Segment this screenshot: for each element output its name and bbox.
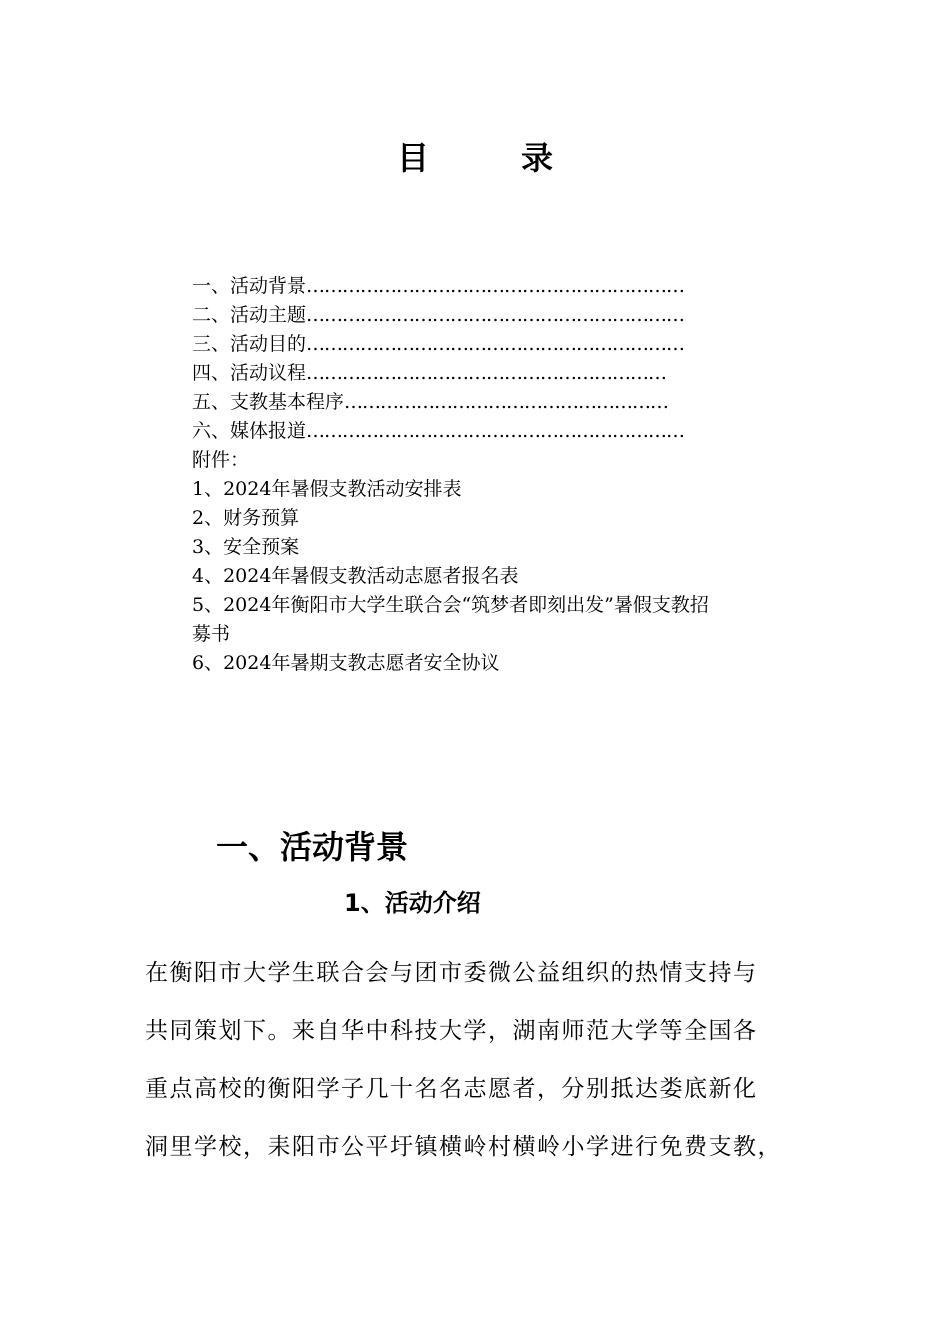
toc-leader: ……………………………………………………… (306, 304, 685, 326)
toc-entry (192, 359, 812, 388)
attachment-item: 5、2024年衡阳市大学生联合会“筑梦者即刻出发”暑假支教招 (192, 594, 709, 616)
attachment-item: 6、2024年暑期支教志愿者安全协议 (192, 652, 500, 674)
toc-leader: ……………………………………………………… (306, 275, 685, 297)
table-of-contents (192, 272, 812, 678)
attachments-label: 附件： (192, 449, 250, 471)
toc-entry (192, 417, 812, 446)
paragraph-line: 在衡阳市大学生联合会与团市委微公益组织的热情支持与 (145, 960, 758, 986)
toc-entry (192, 330, 812, 359)
toc-entry (192, 388, 812, 417)
attachment-item: 2、财务预算 (192, 507, 300, 529)
toc-entry-label: 五、支教基本程序 (192, 391, 345, 413)
toc-entry-label: 一、活动背景 (192, 275, 307, 297)
attachment-item: 3、安全预案 (192, 536, 300, 558)
toc-entry-label: 六、媒体报道 (192, 420, 307, 442)
toc-entry (192, 272, 812, 301)
toc-entry-label: 三、活动目的 (192, 333, 307, 355)
toc-entry-label: 四、活动议程 (192, 362, 307, 384)
section-heading: 一、活动背景 (216, 828, 409, 866)
paragraph-line: 重点高校的衡阳学子几十名名志愿者，分别抵达娄底新化 (145, 1076, 758, 1102)
section-paragraph (145, 944, 805, 1176)
toc-leader: ……………………………………………………… (306, 420, 685, 442)
section-subheading: 1、活动介绍 (344, 889, 481, 917)
paragraph-line: 共同策划下。来自华中科技大学，湖南师范大学等全国各 (145, 1018, 758, 1044)
toc-entry (192, 301, 812, 330)
paragraph-line: 洞里学校，耒阳市公平圩镇横岭村横岭小学进行免费支教， (145, 1134, 782, 1160)
toc-entry-label: 二、活动主题 (192, 304, 307, 326)
attachment-item: 4、2024年暑假支教活动志愿者报名表 (192, 565, 519, 587)
attachment-item-continuation: 募书 (192, 623, 231, 645)
toc-title: 目 录 (396, 139, 583, 177)
toc-leader: …………………………………………………… (306, 362, 667, 384)
toc-leader: ……………………………………………… (344, 391, 669, 413)
attachment-item: 1、2024年暑假支教活动安排表 (192, 478, 462, 500)
toc-leader: ……………………………………………………… (306, 333, 685, 355)
